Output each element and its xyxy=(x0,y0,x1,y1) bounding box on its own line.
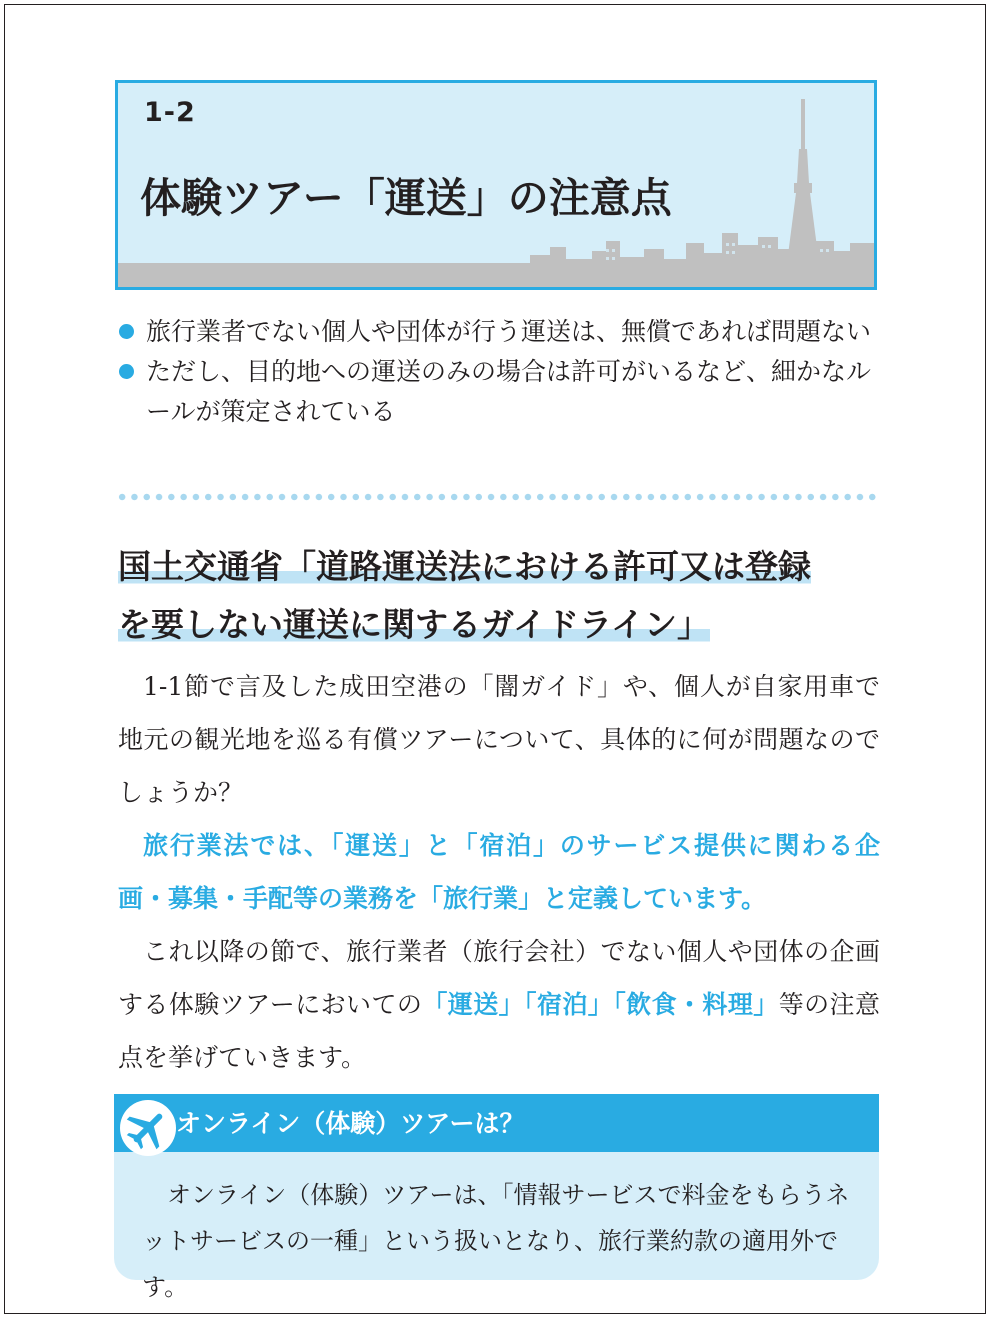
summary-item xyxy=(118,352,883,432)
paragraph: 1-1節で言及した成田空港の「闇ガイド」や、個人が自家用車で地元の観光地を巡る有償ツアーについて、具体的に何が問題なのでしょうか？ xyxy=(118,672,880,807)
dotted-divider xyxy=(116,493,880,501)
column-text: オンライン（体験）ツアーは、「情報サービスで料金をもらうネットサービスの一種」という扱いとなり、旅行業約款の適用外です。 xyxy=(142,1181,850,1301)
section-header xyxy=(115,80,877,290)
body-text xyxy=(118,660,880,1084)
column-header xyxy=(114,1094,879,1152)
column-title: オンライン（体験）ツアーは？ xyxy=(176,1109,525,1138)
paragraph-text: これ以降の節で、旅行業者（旅行会社）でない個人や団体の企画する体験ツアーにおいての xyxy=(118,937,880,1019)
summary-text: 旅行業者でない個人や団体が行う運送は、無償であれば問題ない xyxy=(146,317,872,346)
paragraph-text: 等の注意点を挙げていきます。 xyxy=(118,990,880,1072)
highlighted-terms: 「運送」「宿泊」「飲食・料理」 xyxy=(422,990,779,1019)
summary-item xyxy=(118,312,883,352)
paragraph xyxy=(118,925,880,1084)
bullet-icon xyxy=(119,364,134,379)
page-title: 体験ツアー「運送」の注意点 xyxy=(140,174,672,222)
column-box xyxy=(114,1094,879,1301)
summary-list xyxy=(118,312,883,432)
airplane-icon xyxy=(120,1100,176,1156)
summary-text: ただし、目的地への運送のみの場合は許可がいるなど、細かなルールが策定されている xyxy=(146,357,872,426)
section-heading-line1: 国土交通省「道路運送法における許可又は登録 xyxy=(118,547,811,586)
section-heading xyxy=(118,538,888,654)
section-number: 1-2 xyxy=(144,97,196,128)
emphasized-paragraph: 旅行業法では、「運送」と「宿泊」のサービス提供に関わる企画・募集・手配等の業務を「旅行業」と定義しています。 xyxy=(118,831,880,913)
section-heading-line2: を要しない運送に関するガイドライン」 xyxy=(118,605,711,644)
bullet-icon xyxy=(119,324,134,339)
